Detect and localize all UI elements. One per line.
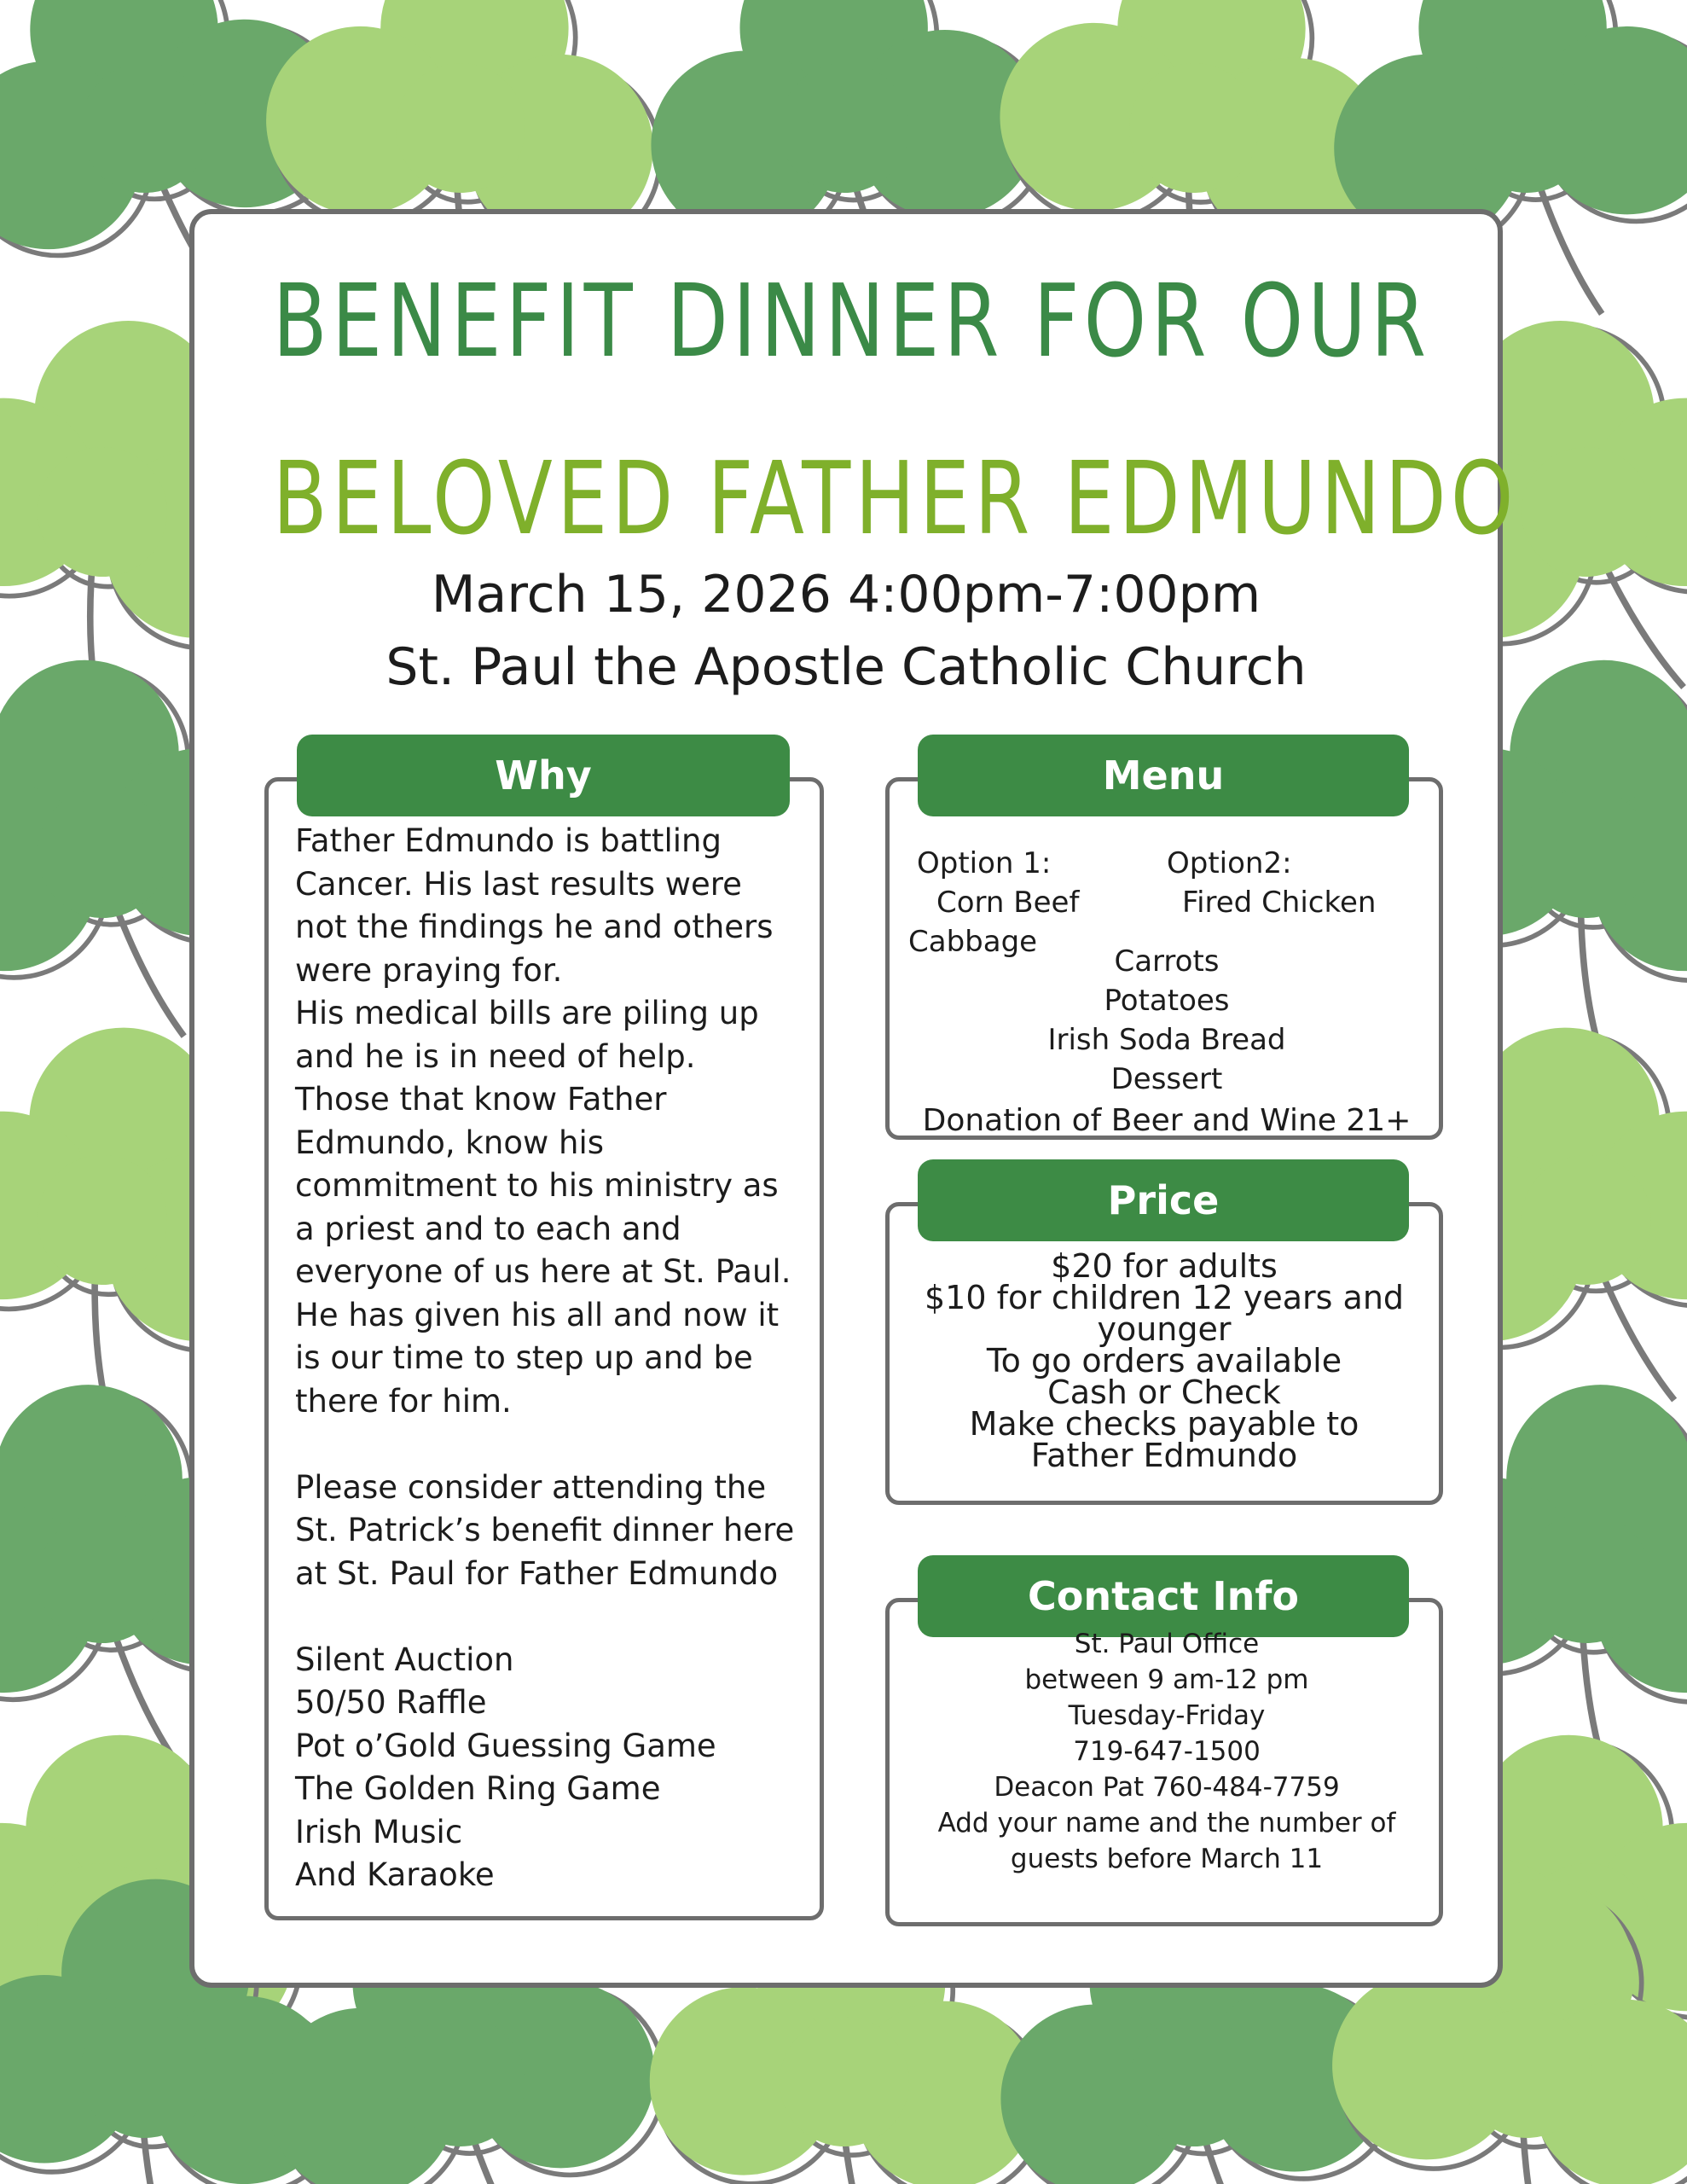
contact-section-header: Contact Info <box>918 1555 1409 1637</box>
contact-line: guests before March 11 <box>1010 1844 1324 1874</box>
price-line: $20 for adults <box>1051 1247 1278 1285</box>
flyer-card <box>189 209 1518 1988</box>
why-section-text: Father Edmundo is battling Cancer. His last results were not the findings he and others were praying for. His medical bills are piling up and he is in need of help. Those that know Father Edmundo, know his commitment to his ministry as a priest and to each and everyone of us here at St. Paul. He has given his all and now it is our time to step up and be there for him. Please consider attending the St. Patrick’s benefit dinner here at St. Paul for Father Edmundo Silent Auction 50/50 Raffle Pot o’Gold Guessing Game The Golden Ring Game Irish Music And Karaoke <box>295 822 795 1893</box>
contact-line: 719-647-1500 <box>1073 1736 1261 1767</box>
price-section-header: Price <box>918 1159 1409 1241</box>
menu-side-item: Irish Soda Bread <box>1047 1023 1286 1057</box>
menu-option1-item-a: Corn Beef <box>936 886 1080 920</box>
menu-side-item: Carrots <box>1114 944 1220 979</box>
menu-donation-note: Donation of Beer and Wine 21+ <box>922 1103 1412 1138</box>
contact-line: Deacon Pat 760-484-7759 <box>994 1772 1340 1803</box>
contact-line: between 9 am-12 pm <box>1024 1664 1309 1695</box>
menu-side-item: Potatoes <box>1104 984 1230 1018</box>
title-line-1: BENEFIT DINNER FOR OUR <box>272 262 1431 380</box>
price-line: Father Edmundo <box>1030 1437 1298 1474</box>
price-line: Cash or Check <box>1047 1374 1281 1411</box>
menu-side-item: Dessert <box>1110 1062 1223 1096</box>
menu-option1-item-b: Cabbage <box>908 925 1038 959</box>
event-date-time: March 15, 2026 4:00pm-7:00pm <box>431 565 1261 624</box>
menu-option2-label: Option2: <box>1167 846 1292 880</box>
contact-line: St. Paul Office <box>1074 1629 1260 1659</box>
menu-section-header: Menu <box>918 735 1409 816</box>
menu-option1-label: Option 1: <box>917 846 1052 880</box>
price-line: younger <box>1097 1310 1232 1348</box>
price-line: Make checks payable to <box>969 1405 1359 1443</box>
why-section-header: Why <box>297 735 790 816</box>
price-line: $10 for children 12 years and <box>924 1279 1405 1316</box>
menu-sides-list <box>894 942 1440 1099</box>
title-line-2: BELOVED FATHER EDMUNDO <box>272 439 1518 557</box>
contact-line: Add your name and the number of <box>937 1808 1396 1838</box>
menu-option2-item: Fired Chicken <box>1182 886 1377 920</box>
contact-line: Tuesday-Friday <box>1068 1700 1266 1731</box>
price-details <box>902 1247 1426 1474</box>
contact-details <box>894 1626 1440 1877</box>
price-line: To go orders available <box>986 1342 1342 1380</box>
event-venue: St. Paul the Apostle Catholic Church <box>386 637 1307 697</box>
